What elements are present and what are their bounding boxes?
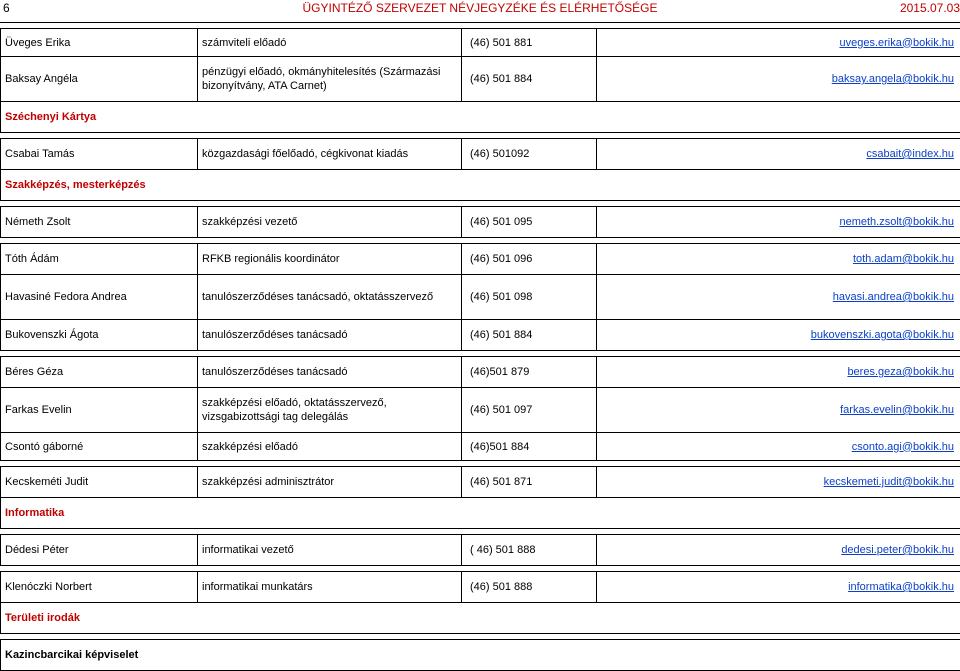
table-row <box>1 139 960 170</box>
table-row <box>1 388 960 433</box>
person-name: Csontó gáborné <box>1 433 198 461</box>
section-heading: Szakképzés, mesterképzés <box>5 179 146 191</box>
section-row <box>1 498 960 529</box>
person-role: számviteli előadó <box>198 29 462 57</box>
person-role: szakképzési előadó <box>198 433 462 461</box>
person-role: informatikai munkatárs <box>198 572 462 603</box>
email-link[interactable]: informatika@bokik.hu <box>848 581 954 593</box>
page-title: ÜGYINTÉZŐ SZERVEZET NÉVJEGYZÉKE ÉS ELÉRHETŐSÉGE <box>0 1 960 15</box>
person-role: pénzügyi előadó, okmányhitelesítés (Származási bizonyítvány, ATA Carnet) <box>198 57 462 102</box>
person-phone: (46) 501 871 <box>462 467 597 498</box>
person-role: tanulószerződéses tanácsadó <box>198 320 462 351</box>
person-name: Dédesi Péter <box>1 535 198 566</box>
email-link[interactable]: kecskemeti.judit@bokik.hu <box>824 476 954 488</box>
email-link[interactable]: baksay.angela@bokik.hu <box>832 73 954 85</box>
person-role: szakképzési adminisztrátor <box>198 467 462 498</box>
email-link[interactable]: havasi.andrea@bokik.hu <box>833 291 954 303</box>
section-heading: Kazincbarcikai képviselet <box>5 649 138 661</box>
table-row <box>1 207 960 238</box>
document-date: 2015.07.03 <box>900 1 960 15</box>
person-phone: (46)501 884 <box>462 433 597 461</box>
table-row <box>1 29 960 57</box>
email-link[interactable]: nemeth.zsolt@bokik.hu <box>839 216 954 228</box>
person-name: Baksay Angéla <box>1 57 198 102</box>
person-name: Csabai Tamás <box>1 139 198 170</box>
table-row <box>1 244 960 275</box>
email-link[interactable]: beres.geza@bokik.hu <box>847 366 954 378</box>
table-row <box>1 320 960 351</box>
person-name: Farkas Evelin <box>1 388 198 433</box>
person-role: közgazdasági főelőadó, cégkivonat kiadás <box>198 139 462 170</box>
email-link[interactable]: toth.adam@bokik.hu <box>853 253 954 265</box>
email-link[interactable]: csabait@index.hu <box>866 148 954 160</box>
person-phone: (46) 501 096 <box>462 244 597 275</box>
person-name: Kecskeméti Judit <box>1 467 198 498</box>
table-row <box>1 467 960 498</box>
person-role: informatikai vezető <box>198 535 462 566</box>
person-role: szakképzési vezető <box>198 207 462 238</box>
person-phone: (46) 501 095 <box>462 207 597 238</box>
person-name: Havasiné Fedora Andrea <box>1 275 198 320</box>
table-row <box>1 535 960 566</box>
section-row <box>1 102 960 133</box>
section-row <box>1 170 960 201</box>
person-name: Németh Zsolt <box>1 207 198 238</box>
person-phone: (46) 501 881 <box>462 29 597 57</box>
table-row <box>1 357 960 388</box>
person-role: tanulószerződéses tanácsadó <box>198 357 462 388</box>
section-heading: Informatika <box>5 507 64 519</box>
person-role: szakképzési előadó, oktatásszervező, vizsgabizottsági tag delegálás <box>198 388 462 433</box>
person-phone: (46) 501 097 <box>462 388 597 433</box>
email-link[interactable]: bukovenszki.agota@bokik.hu <box>811 329 954 341</box>
person-name: Béres Géza <box>1 357 198 388</box>
section-heading: Területi irodák <box>5 612 80 624</box>
person-phone: (46) 501 884 <box>462 57 597 102</box>
person-phone: (46) 501 888 <box>462 572 597 603</box>
person-name: Bukovenszki Ágota <box>1 320 198 351</box>
person-name: Klenóczki Norbert <box>1 572 198 603</box>
page-number: 6 <box>3 1 10 15</box>
person-phone: (46) 501092 <box>462 139 597 170</box>
page-header <box>0 0 960 23</box>
person-phone: (46) 501 884 <box>462 320 597 351</box>
email-link[interactable]: farkas.evelin@bokik.hu <box>840 404 954 416</box>
section-row <box>1 603 960 634</box>
table-row <box>1 433 960 461</box>
person-role: RFKB regionális koordinátor <box>198 244 462 275</box>
person-name: Üveges Erika <box>1 29 198 57</box>
person-phone: ( 46) 501 888 <box>462 535 597 566</box>
directory-table <box>0 28 960 671</box>
email-link[interactable]: csonto.agi@bokik.hu <box>852 441 954 453</box>
email-link[interactable]: uveges.erika@bokik.hu <box>839 37 954 49</box>
table-row <box>1 57 960 102</box>
section-heading: Széchenyi Kártya <box>5 111 96 123</box>
email-link[interactable]: dedesi.peter@bokik.hu <box>841 544 954 556</box>
person-role: tanulószerződéses tanácsadó, oktatásszervező <box>198 275 462 320</box>
table-row <box>1 572 960 603</box>
table-row <box>1 275 960 320</box>
person-phone: (46)501 879 <box>462 357 597 388</box>
person-name: Tóth Ádám <box>1 244 198 275</box>
person-phone: (46) 501 098 <box>462 275 597 320</box>
